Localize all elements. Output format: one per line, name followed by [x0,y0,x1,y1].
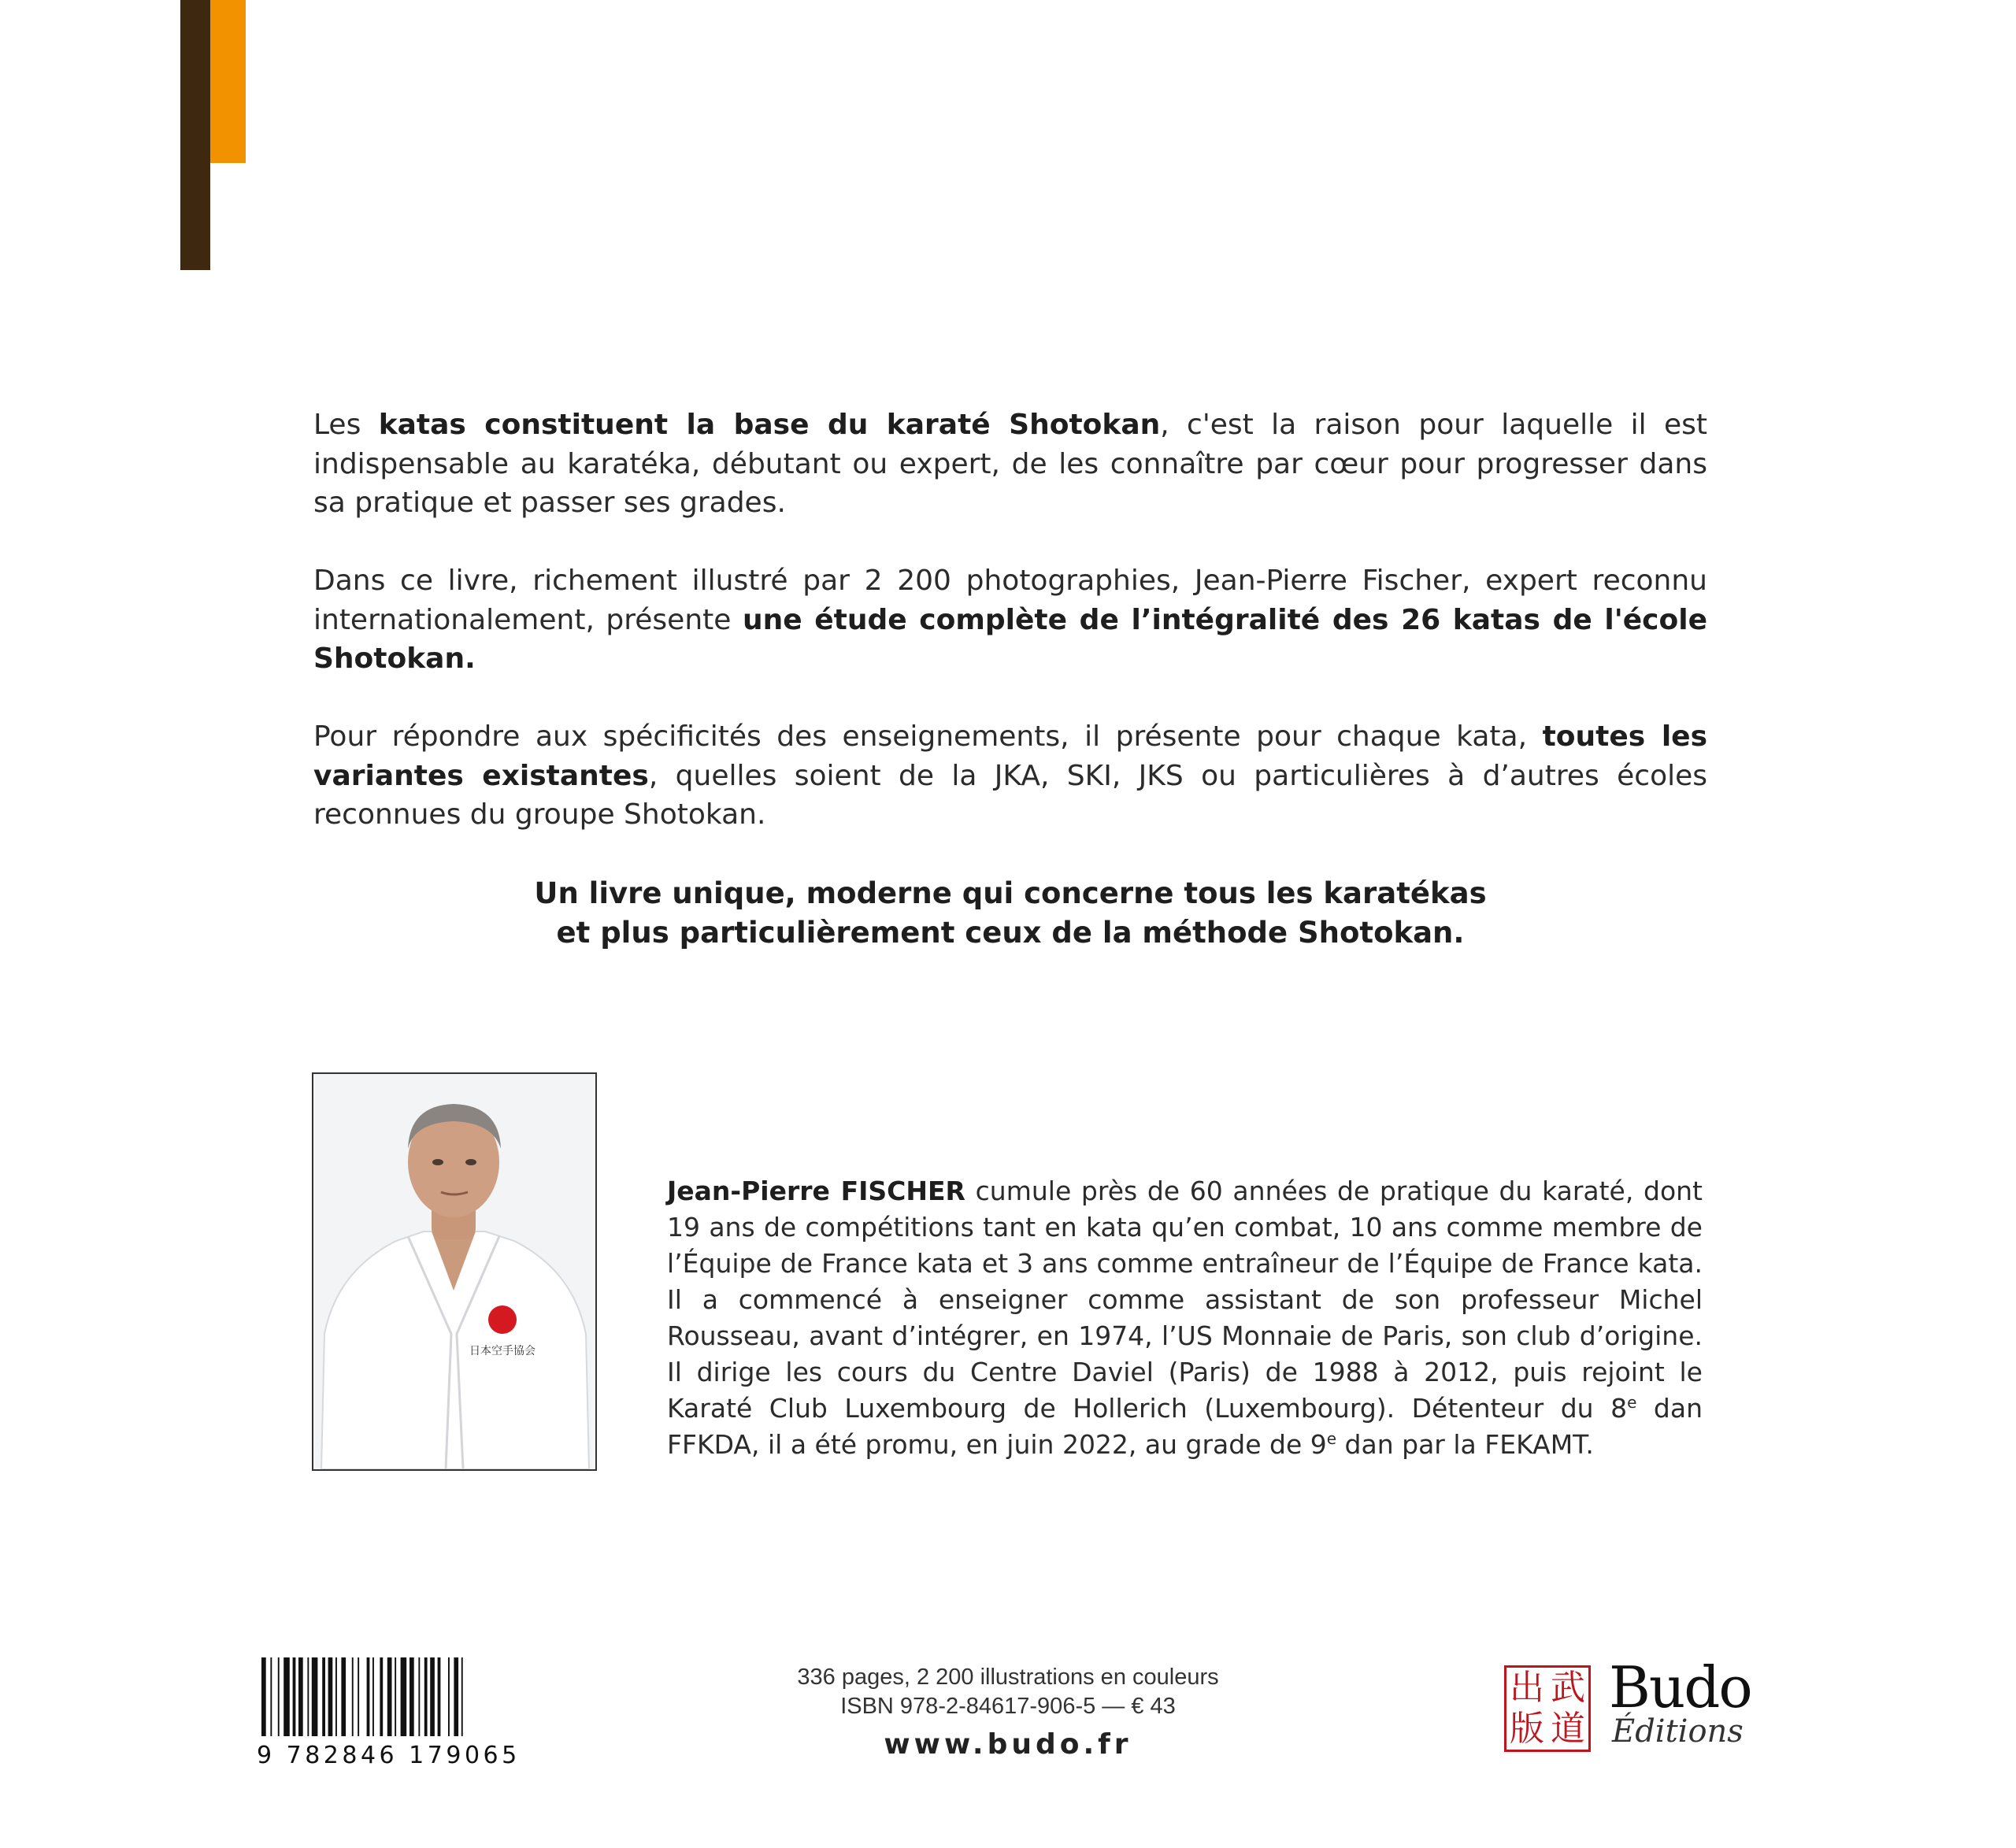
page-count: 336 pages, 2 200 illustrations en couleurs [797,1665,1219,1690]
publisher-name: Budo [1609,1654,1751,1720]
barcode-bar [270,1657,272,1736]
author-photo-illustration [313,1074,595,1469]
intro-emphasis-3: toutes les variantes existantes [313,720,1707,792]
author-photo [312,1072,597,1471]
barcode-bar [418,1657,420,1736]
intro-emphasis-1: katas constituent la base du karaté Shotokan [378,409,1161,441]
intro-text [313,406,1707,873]
seal-char: 道 [1551,1709,1585,1749]
barcode-bar [387,1657,392,1736]
barcode-bar [341,1657,346,1736]
barcode-bar [430,1657,435,1736]
isbn-price: ISBN 978-2-84617-906-5 — € 43 [840,1694,1176,1719]
accent-bar-orange [210,0,246,163]
website-link[interactable]: www.budo.fr [884,1728,1132,1761]
barcode-bar [261,1657,266,1736]
barcode-bar [395,1657,396,1736]
author-bio: Jean-Pierre FISCHER cumule près de 60 années de pratique du karaté, dont 19 ans de compétitions tant en kata qu’en combat, 10 ans comme membre de l’Équipe de France kata et 3 ans comme entraîneur de l’Équipe de France kata. Il a commencé à enseigner comme assistant de son professeur Michel Rousseau, avant d’intégrer, en 1974, l’US Monnaie de Paris, son club d’origine. Il dirige les cours du Centre Daviel (Paris) de 1988 à 2012, puis rejoint le Karaté Club Luxembourg de Hollerich (Luxembourg). Détenteur du 8e dan FFKDA, il a été promu, en juin 2022, au grade de 9e dan par la FEKAMT. [667,1176,1703,1460]
publisher-logo [1609,1654,1751,1750]
author-name: Jean-Pierre FISCHER [667,1176,965,1206]
gi-embroidery: 日本空手協会 [469,1345,536,1357]
barcode-bar [410,1657,414,1736]
barcode-bar [293,1657,296,1736]
barcode-bar [312,1657,318,1736]
barcode-bar [322,1657,325,1736]
intro-paragraph-3: Pour répondre aux spécificités des enseignements, il présente pour chaque kata, toutes les variantes existantes, quelles soient de la JKA, SKI, JKS ou particulières à d’autres écoles reconnues du groupe Shotokan. [313,720,1708,831]
barcode-bar [380,1657,383,1736]
publisher-seal [1504,1665,1591,1752]
barcode-bar [401,1657,407,1736]
barcode-bar [278,1657,280,1736]
barcode-bar [438,1657,441,1736]
seal-char: 出 [1510,1668,1544,1708]
barcode-bar [328,1657,333,1736]
barcode-bar [358,1657,359,1736]
barcode-bar [424,1657,428,1736]
barcode-digits: 9 782846 179065 [257,1742,521,1769]
barcode-bar [461,1657,463,1736]
barcode-bar [454,1657,458,1736]
tagline-line-1: Un livre unique, moderne qui concerne tous les karatékas [534,876,1487,910]
intro-paragraph-2: Dans ce livre, richement illustré par 2 200 photographies, Jean-Pierre Fischer, expert reconnu internationalement, présente une étude complète de l’intégralité des 26 katas de l'école Shotokan. [313,565,1707,675]
publication-info [756,1663,1260,1762]
intro-paragraph-1: Les katas constituent la base du karaté Shotokan, c'est la raison pour laquelle il est indispensable au karatéka, débutant ou expert, de les connaître par cœur pour progresser dans sa pratique et passer ses grades. [313,409,1707,519]
barcode-bar [335,1657,337,1736]
accent-bar-dark [180,0,210,270]
tagline [313,874,1707,953]
barcode-bar [372,1657,374,1736]
barcode-bar [367,1657,370,1736]
publisher-subtitle: Éditions [1612,1713,1744,1750]
seal-char: 版 [1510,1709,1544,1749]
tagline-line-2: et plus particulièrement ceux de la méthode Shotokan. [556,916,1465,950]
barcode-bar [298,1657,303,1736]
barcode-bar [448,1657,450,1736]
barcode-bar [284,1657,290,1736]
barcode-bar [307,1657,309,1736]
seal-char: 武 [1551,1668,1585,1708]
barcode-bar [352,1657,354,1736]
intro-emphasis-2: une étude complète de l’intégralité des 26 katas de l'école Shotokan. [313,603,1707,675]
